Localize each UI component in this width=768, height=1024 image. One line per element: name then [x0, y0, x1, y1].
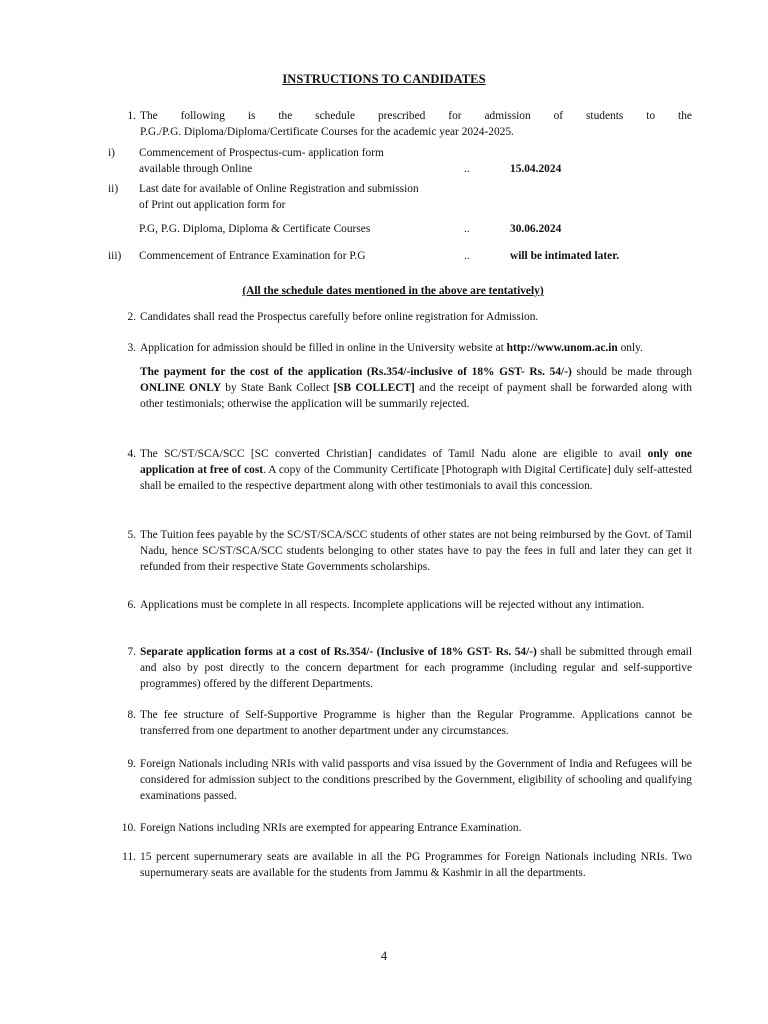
- item-number: 5.: [127, 529, 136, 541]
- item-number: 4.: [127, 448, 136, 460]
- item-1-word: the: [678, 110, 692, 122]
- instruction-item-8: [108, 707, 692, 739]
- schedule-dots: ..: [464, 163, 470, 175]
- item-1-word: admission: [484, 110, 531, 122]
- item-1-word: The: [140, 110, 158, 122]
- instruction-item-2: [108, 309, 692, 325]
- instruction-item-11: [108, 849, 692, 881]
- instruction-item-4: [108, 446, 692, 494]
- item-text: [140, 644, 692, 692]
- item-1-word: for: [448, 110, 462, 122]
- item-1-line-2: P.G./P.G. Diploma/Diploma/Certificate Courses for the academic year 2024-2025.: [140, 126, 514, 138]
- schedule-dots: ..: [464, 250, 470, 262]
- page-title: INSTRUCTIONS TO CANDIDATES: [282, 72, 486, 86]
- instruction-item-10: [108, 820, 692, 836]
- item-text-part: The SC/ST/SCA/SCC [SC converted Christian] candidates of Tamil Nadu alone are eligible to avail: [140, 448, 648, 460]
- item-1-word: prescribed: [377, 110, 426, 122]
- separate-forms-bold: Separate application forms at a cost of Rs.354/- (Inclusive of 18% GST- Rs. 54/-): [140, 646, 537, 658]
- sb-collect-bold: [SB COLLECT]: [333, 382, 415, 394]
- schedule-text: P.G, P.G. Diploma, Diploma & Certificate Courses: [139, 223, 371, 235]
- item-1-word: students: [586, 110, 624, 122]
- online-only-bold: ONLINE ONLY: [140, 382, 222, 394]
- item-text: Applications must be complete in all respects. Incomplete applications will be rejected without any intimation.: [140, 599, 645, 611]
- item-1-word: the: [278, 110, 293, 122]
- item-1-word: following: [180, 110, 225, 122]
- item-number: 11.: [122, 851, 136, 863]
- item-text: The fee structure of Self-Supportive Programme is higher than the Regular Programme. Applications cannot be transferred from one department to another department under any circumstances.: [140, 709, 692, 737]
- tentative-note: (All the schedule dates mentioned in the above are tentatively): [242, 285, 544, 297]
- schedule-date: will be intimated later.: [510, 250, 620, 262]
- item-text-part: Application for admission should be filled in online in the University website at: [140, 342, 507, 354]
- schedule-roman: ii): [108, 183, 119, 195]
- item-text: Foreign Nationals including NRIs with valid passports and visa issued by the Government of India and Refugees will be considered for admission subject to the conditions prescribed by the Government, eligibility of schooling and qualifying examinations passed.: [140, 758, 692, 802]
- item-text-part: by State Bank Collect: [221, 382, 334, 394]
- item-text: The Tuition fees payable by the SC/ST/SCA/SCC students of other states are not being reimbursed by the Govt. of Tamil Nadu, hence SC/ST/SCA/SCC students belonging to other states have to pay the fees in full and later they can get it refunded from their respective State Governments scholarships.: [140, 529, 692, 573]
- payment-cost-bold: The payment for the cost of the application (Rs.354/-inclusive of 18% GST- Rs. 54/-): [140, 366, 572, 378]
- instruction-item-5: [108, 527, 692, 575]
- item-number: 9.: [127, 758, 136, 770]
- item-number: 7.: [127, 646, 136, 658]
- schedule-dots: ..: [464, 223, 470, 235]
- item-number: 1.: [127, 110, 136, 122]
- university-url-link[interactable]: http://www.unom.ac.in: [506, 342, 618, 354]
- instruction-item-9: [108, 756, 692, 804]
- instruction-item-7: [108, 644, 692, 692]
- schedule-text: Last date for available of Online Registration and submission: [139, 183, 419, 195]
- schedule-roman: i): [108, 147, 115, 159]
- item-text: Candidates shall read the Prospectus carefully before online registration for Admission.: [140, 311, 539, 323]
- page-number: 4: [380, 949, 388, 963]
- payment-paragraph: [140, 364, 692, 412]
- item-number: 2.: [127, 311, 136, 323]
- item-number: 3.: [127, 342, 136, 354]
- schedule-date: 15.04.2024: [510, 163, 562, 175]
- item-1-word: to: [646, 110, 656, 122]
- item-text: Foreign Nations including NRIs are exempted for appearing Entrance Examination.: [140, 822, 522, 834]
- item-text-part: and the receipt of payment shall be forwarded along with other testimonials; otherwise the application will be summarily rejected.: [140, 382, 692, 410]
- schedule-text: Commencement of Prospectus-cum- application form: [139, 147, 384, 159]
- item-number: 8.: [127, 709, 136, 721]
- item-1-line-1: [140, 108, 692, 124]
- schedule-text: Commencement of Entrance Examination for P.G: [139, 250, 366, 262]
- item-text-part: should be made through: [571, 366, 693, 378]
- item-text: 15 percent supernumerary seats are available in all the PG Programmes for Foreign Nationals including NRIs. Two supernumerary seats are available for the students from Jammu & Kashmir in all the departments.: [140, 851, 692, 879]
- item-text: [140, 340, 692, 356]
- instruction-item-6: [108, 597, 692, 613]
- schedule-text: available through Online: [139, 163, 253, 175]
- instruction-item-3: [108, 340, 692, 412]
- item-text-part: . A copy of the Community Certificate [Photograph with Digital Certificate] duly self-attested shall be emailed to the respective department along with other testimonials to avail this concession.: [140, 464, 692, 492]
- schedule-text: of Print out application form for: [139, 199, 286, 211]
- schedule-date: 30.06.2024: [510, 223, 562, 235]
- instruction-item-1: [108, 108, 692, 140]
- item-1-word: of: [553, 110, 564, 122]
- item-text: [140, 446, 692, 494]
- item-number: 6.: [127, 599, 136, 611]
- item-1-word: is: [247, 110, 256, 122]
- item-text-part: only.: [617, 342, 643, 354]
- item-1-word: schedule: [315, 110, 356, 122]
- schedule-roman: iii): [108, 250, 122, 262]
- item-number: 10.: [121, 822, 136, 834]
- item-text-part: shall be submitted through email and also by post directly to the concern department for each programme (including regular and self-supportive programmes) offered by the different Departments.: [140, 646, 693, 690]
- free-application-bold: only one application at free of cost: [140, 448, 692, 476]
